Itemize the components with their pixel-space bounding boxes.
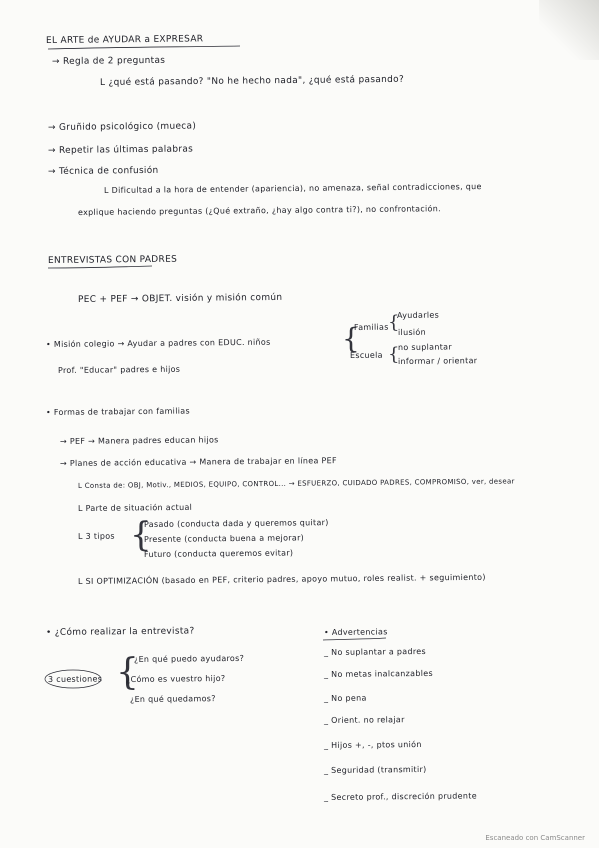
note-line: Futuro (conducta queremos evitar) bbox=[143, 548, 294, 559]
circle-mark bbox=[45, 670, 101, 688]
note-line: Familias bbox=[353, 322, 389, 332]
note-line: Prof. "Educar" padres e hijos bbox=[57, 364, 181, 375]
brace-icon: { bbox=[388, 344, 400, 365]
note-line: • Misión colegio → Ayudar a padres con EDUC. niños bbox=[45, 337, 271, 349]
note-line: Pasado (conducta dada y queremos quitar) bbox=[143, 518, 329, 529]
note-line: L ¿qué está pasando? "No he hecho nada", ¿qué está pasando? bbox=[99, 74, 405, 88]
note-line: → Gruñido psicológico (mueca) bbox=[47, 121, 197, 133]
note-line: explique haciendo preguntas (¿Qué extraño, ¿hay algo contra ti?), no confrontación. bbox=[77, 204, 441, 217]
note-line: _ Orient. no relajar bbox=[323, 715, 405, 725]
note-line: L Dificultad a la hora de entender (apariencia), no amenaza, señal contradicciones, que bbox=[103, 182, 482, 195]
note-line: L 3 tipos bbox=[77, 531, 115, 541]
underline-mark bbox=[48, 46, 240, 49]
note-line: • ¿Cómo realizar la entrevista? bbox=[45, 626, 195, 638]
heading-entrevistas-padres: ENTREVISTAS CON PADRES bbox=[47, 254, 178, 266]
brace-icon: { bbox=[388, 312, 400, 333]
note-line: → PEF → Manera padres educan hijos bbox=[59, 435, 219, 446]
note-line: L SI OPTIMIZACIÓN (basado en PEF, criterio padres, apoyo mutuo, roles realist. + seguimiento) bbox=[77, 572, 486, 586]
underline-mark bbox=[48, 266, 152, 268]
scanner-footer: Escaneado con CamScanner bbox=[485, 834, 585, 842]
note-line: ¿En qué quedamos? bbox=[129, 694, 216, 704]
note-line: Ayudarles bbox=[396, 310, 440, 320]
note-line: _ Hijos +, -, ptos unión bbox=[323, 739, 422, 750]
note-line: _ No metas inalcanzables bbox=[323, 668, 433, 679]
brace-icon: { bbox=[130, 515, 152, 555]
note-line: Escuela bbox=[349, 350, 383, 360]
note-line: no suplantar bbox=[397, 342, 452, 352]
note-line: • Formas de trabajar con familias bbox=[45, 406, 190, 417]
note-line: _ No suplantar a padres bbox=[323, 646, 427, 657]
note-line: 3 cuestiones bbox=[47, 674, 103, 684]
note-line: → Técnica de confusión bbox=[47, 165, 159, 177]
note-line: Presente (conducta buena a mejorar) bbox=[143, 533, 305, 544]
note-line: → Repetir las últimas palabras bbox=[47, 144, 194, 156]
heading-arte-ayudar: EL ARTE de AYUDAR a EXPRESAR bbox=[45, 34, 204, 46]
note-line: ¿En qué puedo ayudaros? bbox=[133, 653, 245, 664]
note-line: → Regla de 2 preguntas bbox=[51, 55, 166, 67]
note-line: informar / orientar bbox=[397, 356, 478, 366]
brace-icon: { bbox=[342, 322, 360, 355]
note-line: ilusión bbox=[397, 327, 427, 337]
note-line: PEC + PEF → OBJET. visión y misión común bbox=[77, 292, 283, 305]
note-line: • Advertencias bbox=[323, 627, 388, 637]
note-line: _ Secreto prof., discreción prudente bbox=[323, 791, 477, 802]
note-line: _ No pena bbox=[323, 693, 367, 703]
note-line: L Parte de situación actual bbox=[77, 502, 193, 513]
brace-icon: { bbox=[116, 652, 139, 693]
note-line: L Consta de: OBJ, Motiv., MEDIOS, EQUIPO, CONTROL... → ESFUERZO, CUIDADO PADRES, COMPROMISO, ver, desear bbox=[77, 477, 515, 490]
note-line: → Planes de acción educativa → Manera de trabajar en línea PEF bbox=[59, 456, 337, 468]
note-line: _ Seguridad (transmitir) bbox=[323, 764, 427, 775]
underline-mark bbox=[323, 638, 386, 640]
note-line: ¿Cómo es vuestro hijo? bbox=[125, 673, 226, 684]
